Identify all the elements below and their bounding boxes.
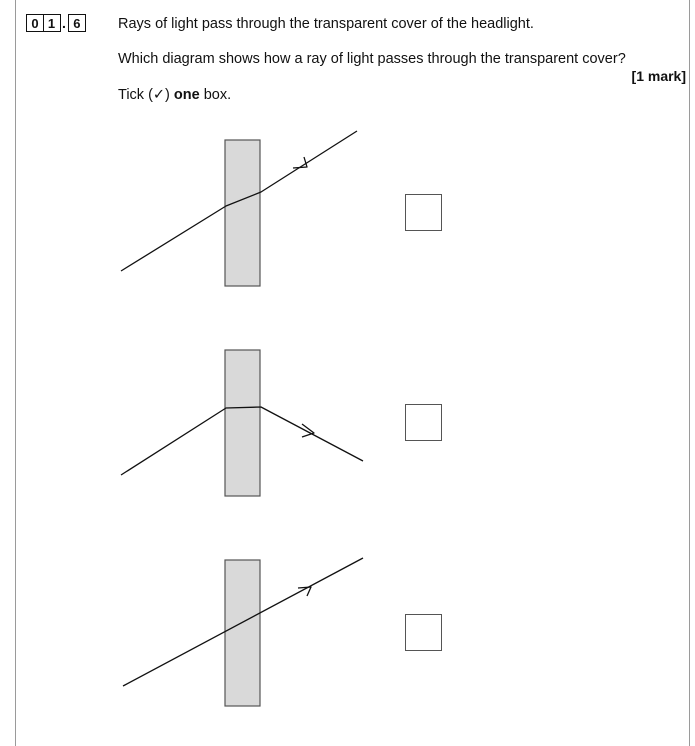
question-number-digit-1: 0 bbox=[26, 14, 44, 32]
diagram-option-c bbox=[123, 558, 363, 706]
question-number-separator: . bbox=[62, 15, 66, 31]
question-text: Which diagram shows how a ray of light passes through the transparent cover? bbox=[118, 51, 626, 67]
question-number-digit-2: 1 bbox=[43, 14, 61, 32]
diagram-option-a bbox=[121, 131, 357, 286]
tick-box-option-a[interactable] bbox=[405, 194, 442, 231]
instruction-bold: one bbox=[173, 87, 200, 103]
ray-arrow-b bbox=[302, 424, 314, 437]
diagram-option-b bbox=[121, 350, 363, 496]
instruction-before: Tick (✓) bbox=[118, 87, 174, 103]
transparent-cover-c bbox=[225, 560, 260, 706]
tick-box-option-c[interactable] bbox=[405, 614, 442, 651]
tick-box-option-b[interactable] bbox=[405, 404, 442, 441]
transparent-cover-b bbox=[225, 350, 260, 496]
question-marks: [1 mark] bbox=[631, 68, 686, 84]
transparent-cover-a bbox=[225, 140, 260, 286]
ray-arrow-a bbox=[293, 157, 307, 168]
instruction-after: box. bbox=[199, 87, 232, 103]
question-lead: Rays of light pass through the transparent cover of the headlight. bbox=[118, 16, 534, 32]
question-number-digit-3: 6 bbox=[68, 14, 86, 32]
